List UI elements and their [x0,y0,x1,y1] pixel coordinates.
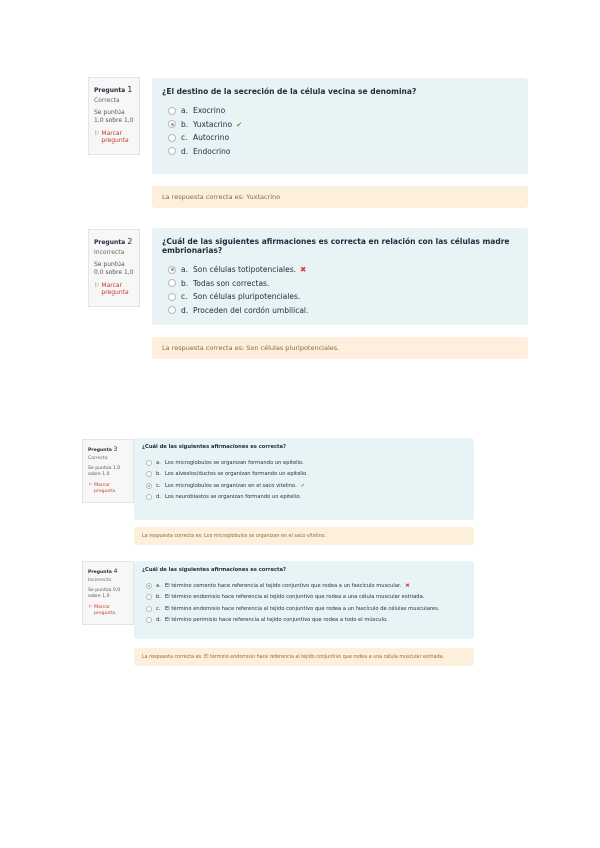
feedback-box: La respuesta correcta es: Son células pluripotenciales. [152,337,528,359]
question-info [82,561,134,625]
question-grade: Se puntúa 0,0 sobre 1,0 [94,261,134,276]
answer-option[interactable]: d. Endocrino [162,145,518,159]
flag-question-link[interactable]: ⚐ Marcar pregunta [88,604,116,616]
answer-option[interactable]: a. El término cemento hace referencia al tejido conjuntivo que rodea a un fascículo muscular. ✖ [142,580,466,592]
flag-question-link[interactable]: ⚐ Marcar pregunta [94,281,129,297]
answer-list [162,263,518,317]
answer-list [142,580,466,626]
flag-question-link[interactable]: ⚐ Marcar pregunta [88,482,116,494]
question-text: ¿Cuál de las siguientes afirmaciones es correcta? [142,444,287,450]
question-state: Incorrecta [88,578,112,583]
answer-list [142,457,466,503]
answer-option[interactable]: b. Todas son correctas. [162,277,518,291]
radio-button[interactable] [168,120,176,128]
radio-button[interactable] [168,147,176,155]
feedback-box: La respuesta correcta es: Yuxtacrino [152,186,528,208]
radio-button[interactable] [146,483,152,489]
answer-option[interactable]: c. El término endomisio hace referencia al tejido conjuntivo que rodea a un fascículo de células musculares. [142,603,466,615]
question-info [82,439,134,503]
answer-option[interactable]: c. Son células pluripotenciales. [162,290,518,304]
cross-icon: ✖ [405,582,410,589]
flag-question-link[interactable]: ⚐ Marcar pregunta [94,129,129,145]
radio-button[interactable] [146,583,152,589]
answer-option[interactable]: d. Los neuroblastos se organizan formando un epitelio. [142,492,466,504]
radio-button[interactable] [146,617,152,623]
answer-option[interactable]: c. Autocrino [162,131,518,145]
flag-icon: ⚐ [94,129,100,137]
answer-option[interactable]: a. Exocrino [162,104,518,118]
question-info [88,77,140,155]
radio-button[interactable] [146,494,152,500]
question-content [152,78,528,174]
question-number: Pregunta 3 [88,446,118,453]
cross-icon: ✖ [300,265,307,275]
radio-button[interactable] [146,606,152,612]
question-number: Pregunta 1 [94,84,133,94]
question-content [134,438,474,520]
radio-button[interactable] [168,279,176,287]
check-icon: ✔ [236,119,243,129]
flag-icon: ⚐ [88,482,93,488]
question-text: ¿El destino de la secreción de la célula vecina se denomina? [162,87,417,96]
answer-option[interactable]: b. El término endomisio hace referencia al tejido conjuntivo que rodea a una célula muscular estriada. [142,592,466,604]
answer-option[interactable]: b. Los alveolos/ductos se organizan formando un epitelio. [142,469,466,481]
answer-option[interactable]: d. Proceden del cordón umbilical. [162,304,518,318]
answer-option[interactable]: c. Los microglobulos se organizan en el saco vitelino. ✔ [142,480,466,492]
radio-button[interactable] [168,293,176,301]
feedback-box: La respuesta correcta es: El término endomisio hace referencia al tejido conjuntivo que rodea a una célula muscular estriada. [134,648,474,666]
radio-button[interactable] [146,594,152,600]
check-icon: ✔ [300,482,306,489]
answer-option[interactable]: b. Yuxtacrino ✔ [162,118,518,132]
question-text: ¿Cuál de las siguientes afirmaciones es correcta en relación con las células madre embrionarias? [162,237,510,255]
radio-button[interactable] [146,460,152,466]
radio-button[interactable] [168,306,176,314]
radio-button[interactable] [168,107,176,115]
question-grade: Se puntúa 1,0 sobre 1,0 [88,466,121,477]
question-text: ¿Cuál de las siguientes afirmaciones es correcta? [142,567,287,573]
radio-button[interactable] [168,134,176,142]
question-info [88,229,140,307]
question-state: Correcta [88,456,108,461]
question-state: Incorrecta [94,249,125,256]
feedback-box: La respuesta correcta es: Los microglobulos se organizan en el saco vitelino. [134,527,474,545]
flag-icon: ⚐ [88,604,93,610]
question-number: Pregunta 4 [88,568,118,575]
radio-button[interactable] [146,471,152,477]
answer-option[interactable]: a. Son células totipotenciales. ✖ [162,263,518,277]
answer-list [162,104,518,158]
answer-option[interactable]: a. Los microglobulos se organizan formando un epitelio. [142,457,466,469]
question-grade: Se puntúa 1,0 sobre 1,0 [94,109,134,124]
question-content [134,561,474,639]
radio-button[interactable] [168,266,176,274]
answer-option[interactable]: d. El término perimisio hace referencia al tejido conjuntivo que rodea a todo el músculo. [142,615,466,627]
question-number: Pregunta 2 [94,236,133,246]
question-state: Correcta [94,97,120,104]
flag-icon: ⚐ [94,281,100,289]
question-grade: Se puntúa 0,0 sobre 1,0 [88,588,121,599]
question-content [152,228,528,325]
